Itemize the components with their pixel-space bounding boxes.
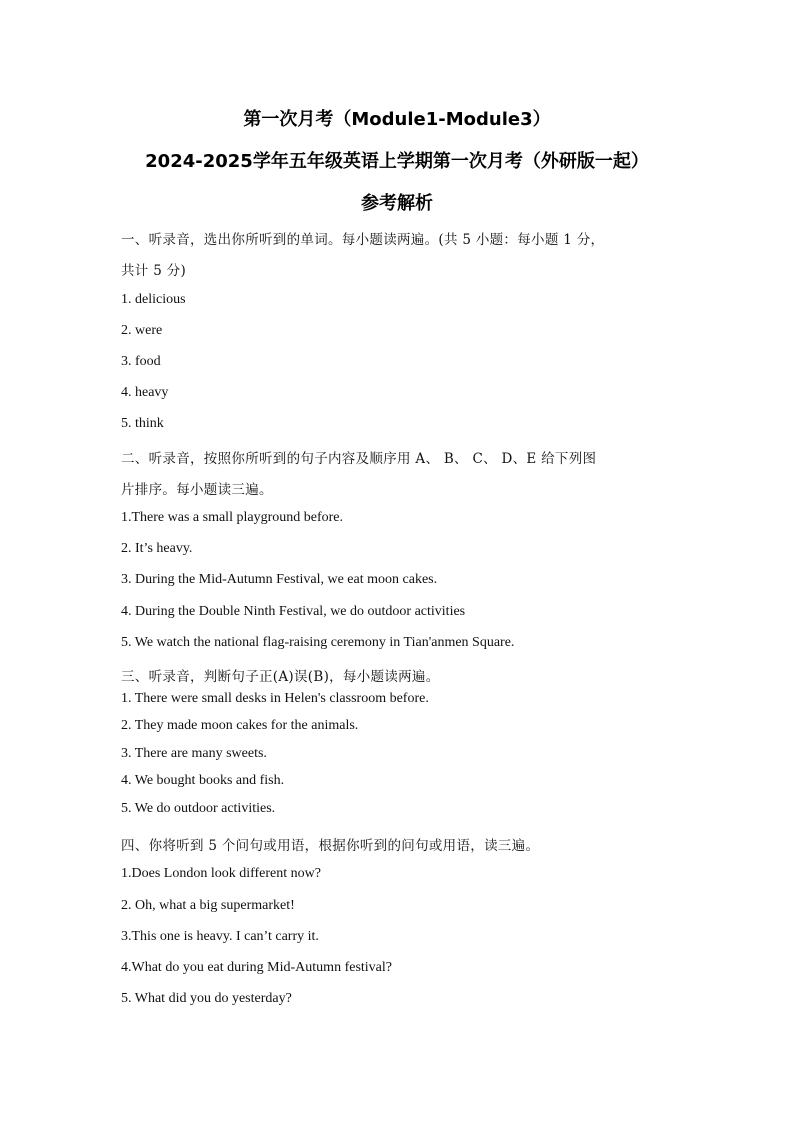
section-4-item: 2. Oh, what a big supermarket! xyxy=(121,898,295,913)
section-4-item: 3.This one is heavy. I can’t carry it. xyxy=(121,929,319,944)
section-3-item: 3. There are many sweets. xyxy=(121,746,267,761)
section-1-item: 2. were xyxy=(121,323,163,338)
section-2-item: 2. It’s heavy. xyxy=(121,541,193,556)
section-3-heading: 三、听录音，判断句子正(A)误(B)，每小题读两遍。 xyxy=(121,669,440,685)
section-2-heading: 二、听录音，按照你所听到的句子内容及顺序用 A、 B、 C、 D、E 给下列图 xyxy=(121,451,597,467)
section-3-item: 4. We bought books and fish. xyxy=(121,773,285,788)
section-2-item: 5. We watch the national flag-raising ceremony in Tian'anmen Square. xyxy=(121,635,515,650)
section-2-heading-cont: 片排序。每小题读三遍。 xyxy=(121,482,273,498)
section-2-item: 3. During the Mid-Autumn Festival, we eat moon cakes. xyxy=(121,572,438,587)
section-4-heading: 四、你将听到 5 个问句或用语，根据你听到的问句或用语，读三遍。 xyxy=(121,838,540,854)
section-4-item: 1.Does London look different now? xyxy=(121,866,321,881)
section-1-item: 5. think xyxy=(121,416,164,431)
section-4-item: 5. What did you do yesterday? xyxy=(121,991,292,1006)
section-3-item: 1. There were small desks in Helen's classroom before. xyxy=(121,691,429,706)
document-subtitle: 2024-2025学年五年级英语上学期第一次月考（外研版一起） xyxy=(145,151,649,172)
document-title: 第一次月考（Module1-Module3） xyxy=(243,109,551,130)
section-1-item: 1. delicious xyxy=(121,292,186,307)
section-1-item: 4. heavy xyxy=(121,385,169,400)
section-1-heading-cont: 共计 5 分) xyxy=(121,263,187,279)
section-2-item: 1.There was a small playground before. xyxy=(121,510,343,525)
section-4-item: 4.What do you eat during Mid-Autumn festival? xyxy=(121,960,392,975)
section-1-item: 3. food xyxy=(121,354,161,369)
section-1-heading: 一、听录音，选出你所听到的单词。每小题读两遍。(共 5 小题：每小题 1 分， xyxy=(121,232,605,248)
answer-key-label: 参考解析 xyxy=(361,193,433,214)
section-3-item: 2. They made moon cakes for the animals. xyxy=(121,718,359,733)
section-3-item: 5. We do outdoor activities. xyxy=(121,801,276,816)
section-2-item: 4. During the Double Ninth Festival, we do outdoor activities xyxy=(121,604,466,619)
